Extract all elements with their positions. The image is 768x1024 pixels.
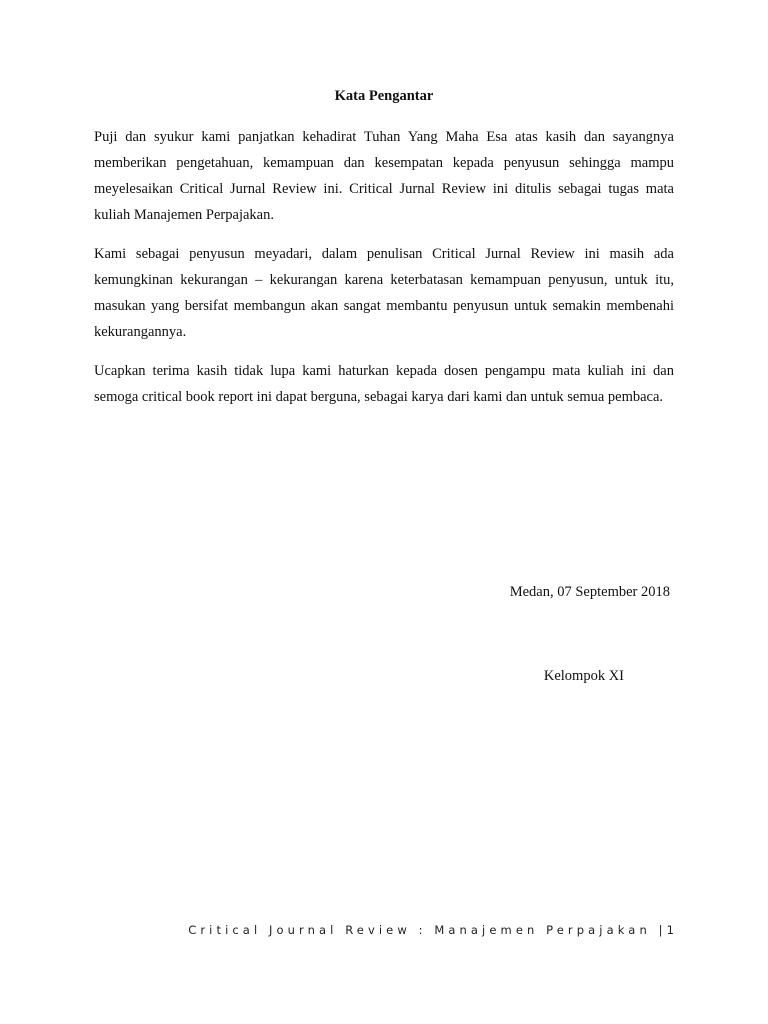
page-footer: Critical Journal Review : Manajemen Perpajakan |1 (188, 923, 678, 937)
paragraph-2: Kami sebagai penyusun meyadari, dalam penulisan Critical Jurnal Review ini masih ada kemungkinan kekurangan – kekurangan karena keterbatasan kemampuan penyusun, untuk itu, masukan yang bersifat membangun akan sangat membantu penyusun untuk semakin membenahi kekurangannya. (94, 246, 674, 340)
page-title: Kata Pengantar (334, 88, 434, 104)
closing-author: Kelompok XI (543, 668, 624, 684)
paragraph-3: Ucapkan terima kasih tidak lupa kami haturkan kepada dosen pengampu mata kuliah ini dan semoga critical book report ini dapat berguna, sebagai karya dari kami dan untuk semua pembaca. (94, 363, 674, 405)
closing-place-date: Medan, 07 September 2018 (509, 584, 670, 600)
paragraph-1: Puji dan syukur kami panjatkan kehadirat Tuhan Yang Maha Esa atas kasih dan sayangnya memberikan pengetahuan, kemampuan dan kesempatan kepada penyusun sehingga mampu meyelesaikan Critical Jurnal Review ini. Critical Jurnal Review ini ditulis sebagai tugas mata kuliah Manajemen Perpajakan. (94, 129, 674, 223)
document-body (94, 124, 674, 423)
